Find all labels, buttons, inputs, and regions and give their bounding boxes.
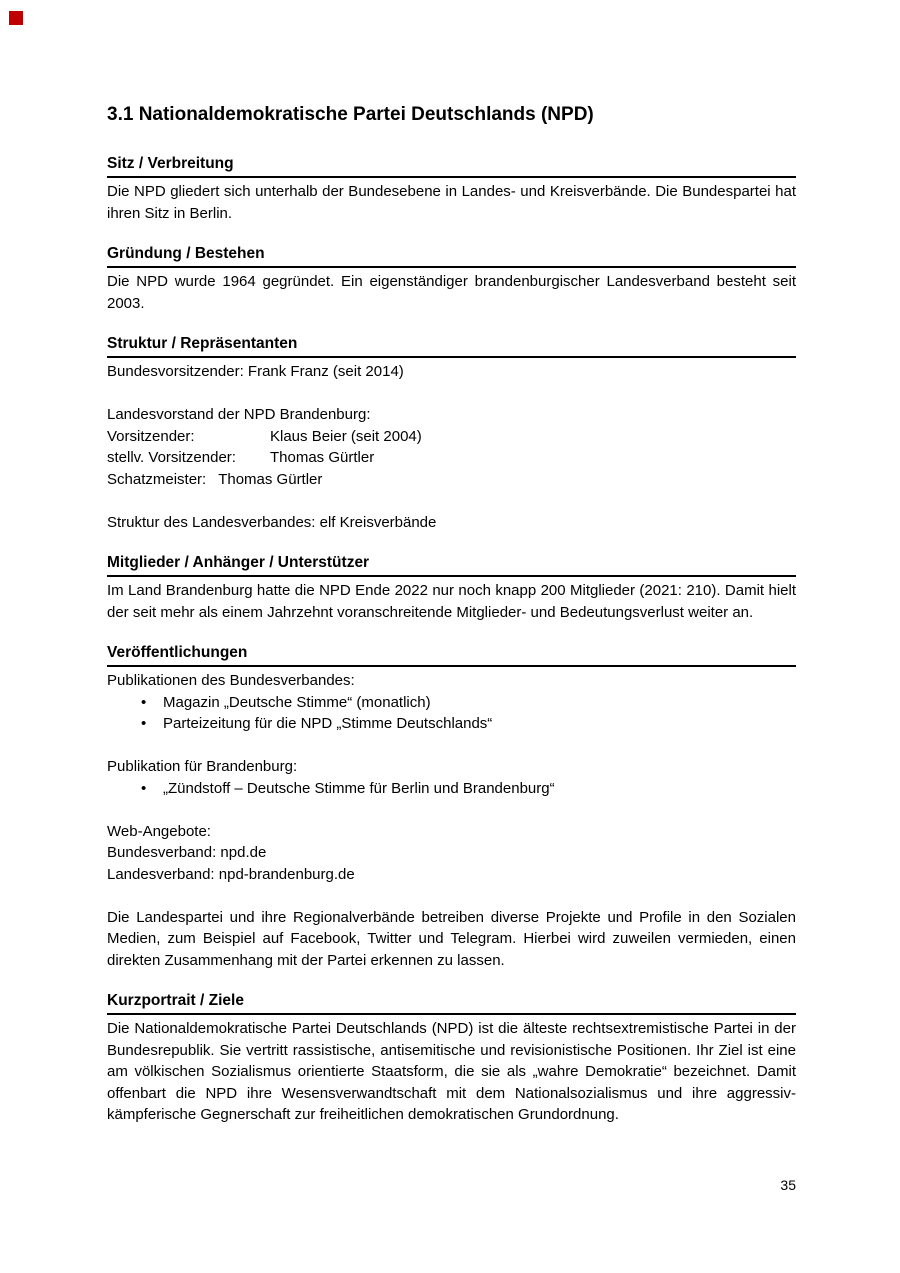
web-landesverband-line: Landesverband: npd-brandenburg.de xyxy=(107,865,355,883)
blank-line xyxy=(107,383,796,405)
section-veroeffentlichungen xyxy=(107,643,796,971)
list-item: • Parteizeitung für die NPD „Stimme Deutschlands“ xyxy=(163,713,796,735)
section-body-veroeffentlichungen xyxy=(107,670,796,971)
section-heading-sitz: Sitz / Verbreitung xyxy=(107,154,796,178)
section-heading-kurzportrait: Kurzportrait / Ziele xyxy=(107,991,796,1015)
page-content xyxy=(107,0,796,1126)
publikation-brandenburg-label: Publikation für Brandenburg: xyxy=(107,758,298,775)
list-item: • Magazin „Deutsche Stimme“ (monatlich) xyxy=(163,692,796,714)
paragraph: Im Land Brandenburg hatte die NPD Ende 2022 nur noch knapp 200 Mitglieder (2021: 210). Damit hielt der seit mehr als einem Jahrzehnt voranschreitende Mitglieder- und Bedeutungsverlust weiter an. xyxy=(107,582,796,621)
paragraph: Die NPD gliedert sich unterhalb der Bundesebene in Landes- und Kreisverbände. Die Bundespartei hat ihren Sitz in Berlin. xyxy=(107,183,796,222)
publikation-brandenburg-list xyxy=(107,778,796,800)
section-heading-gruendung: Gründung / Bestehen xyxy=(107,244,796,268)
section-body-kurzportrait xyxy=(107,1018,796,1126)
web-angebote-label: Web-Angebote: xyxy=(107,822,211,840)
kreisverbaende-line: Struktur des Landesverbandes: elf Kreisverbände xyxy=(107,513,437,531)
section-struktur-repraesentanten xyxy=(107,334,796,533)
page-title: 3.1 Nationaldemokratische Partei Deutschlands (NPD) xyxy=(107,104,594,125)
section-kurzportrait-ziele xyxy=(107,991,796,1126)
rep-label: Schatzmeister: xyxy=(107,470,207,488)
paragraph: Die Nationaldemokratische Partei Deutschlands (NPD) ist die älteste rechtsextremistische Partei in der Bundesrepublik. Sie vertritt rassistische, antisemitische und revisionistische Positionen. Ihr Ziel ist eine am völkischen Sozialismus orientierte Staatsform, die sie als „wahre Demokratie“ bezeichnet. Damit offenbart die NPD ihre Wesensverwandtschaft mit dem Nationalsozialismus und ihre aggressiv-kämpferische Gegnerschaft zur freiheitlichen demokratischen Grundordnung. xyxy=(107,1020,796,1123)
section-body-struktur xyxy=(107,361,796,533)
blank-line xyxy=(107,490,796,512)
landesvorstand-label: Landesvorstand der NPD Brandenburg: xyxy=(107,406,371,423)
publikationen-bund-list xyxy=(107,692,796,735)
rep-value: Thomas Gürtler xyxy=(218,470,323,488)
rep-row-schatzmeister xyxy=(107,469,796,491)
rep-value: Thomas Gürtler xyxy=(270,449,375,466)
page-number: 35 xyxy=(780,1177,796,1193)
rep-row-stellv-vorsitzender xyxy=(107,447,796,469)
rep-label: Vorsitzender: xyxy=(107,427,195,445)
section-body-sitz xyxy=(107,181,796,224)
paragraph: Die NPD wurde 1964 gegründet. Ein eigenständiger brandenburgischer Landesverband besteht seit 2003. xyxy=(107,273,796,312)
red-square-marker xyxy=(9,11,23,25)
publikationen-bund-label: Publikationen des Bundesverbandes: xyxy=(107,672,355,689)
section-sitz-verbreitung xyxy=(107,154,796,224)
social-media-paragraph: Die Landespartei und ihre Regionalverbände betreiben diverse Projekte und Profile in den Sozialen Medien, zum Beispiel auf Facebook, Twitter und Telegram. Hierbei wird zuweilen vermieden, einen direkten Zusammenhang mit der Partei erkennen zu lassen. xyxy=(107,908,796,969)
bundesvorsitzender-line: Bundesvorsitzender: Frank Franz (seit 2014) xyxy=(107,363,404,380)
section-body-gruendung xyxy=(107,271,796,314)
list-item: • „Zündstoff – Deutsche Stimme für Berlin und Brandenburg“ xyxy=(163,778,796,800)
section-heading-veroeffentlichungen: Veröffentlichungen xyxy=(107,643,796,667)
section-gruendung-bestehen xyxy=(107,244,796,314)
section-heading-mitglieder: Mitglieder / Anhänger / Unterstützer xyxy=(107,553,796,577)
section-body-mitglieder xyxy=(107,580,796,623)
rep-row-vorsitzender xyxy=(107,426,796,448)
web-bundesverband-line: Bundesverband: npd.de xyxy=(107,844,267,861)
rep-label: stellv. Vorsitzender: xyxy=(107,449,236,466)
section-heading-struktur: Struktur / Repräsentanten xyxy=(107,334,796,358)
rep-value: Klaus Beier (seit 2004) xyxy=(270,427,422,445)
section-mitglieder xyxy=(107,553,796,623)
